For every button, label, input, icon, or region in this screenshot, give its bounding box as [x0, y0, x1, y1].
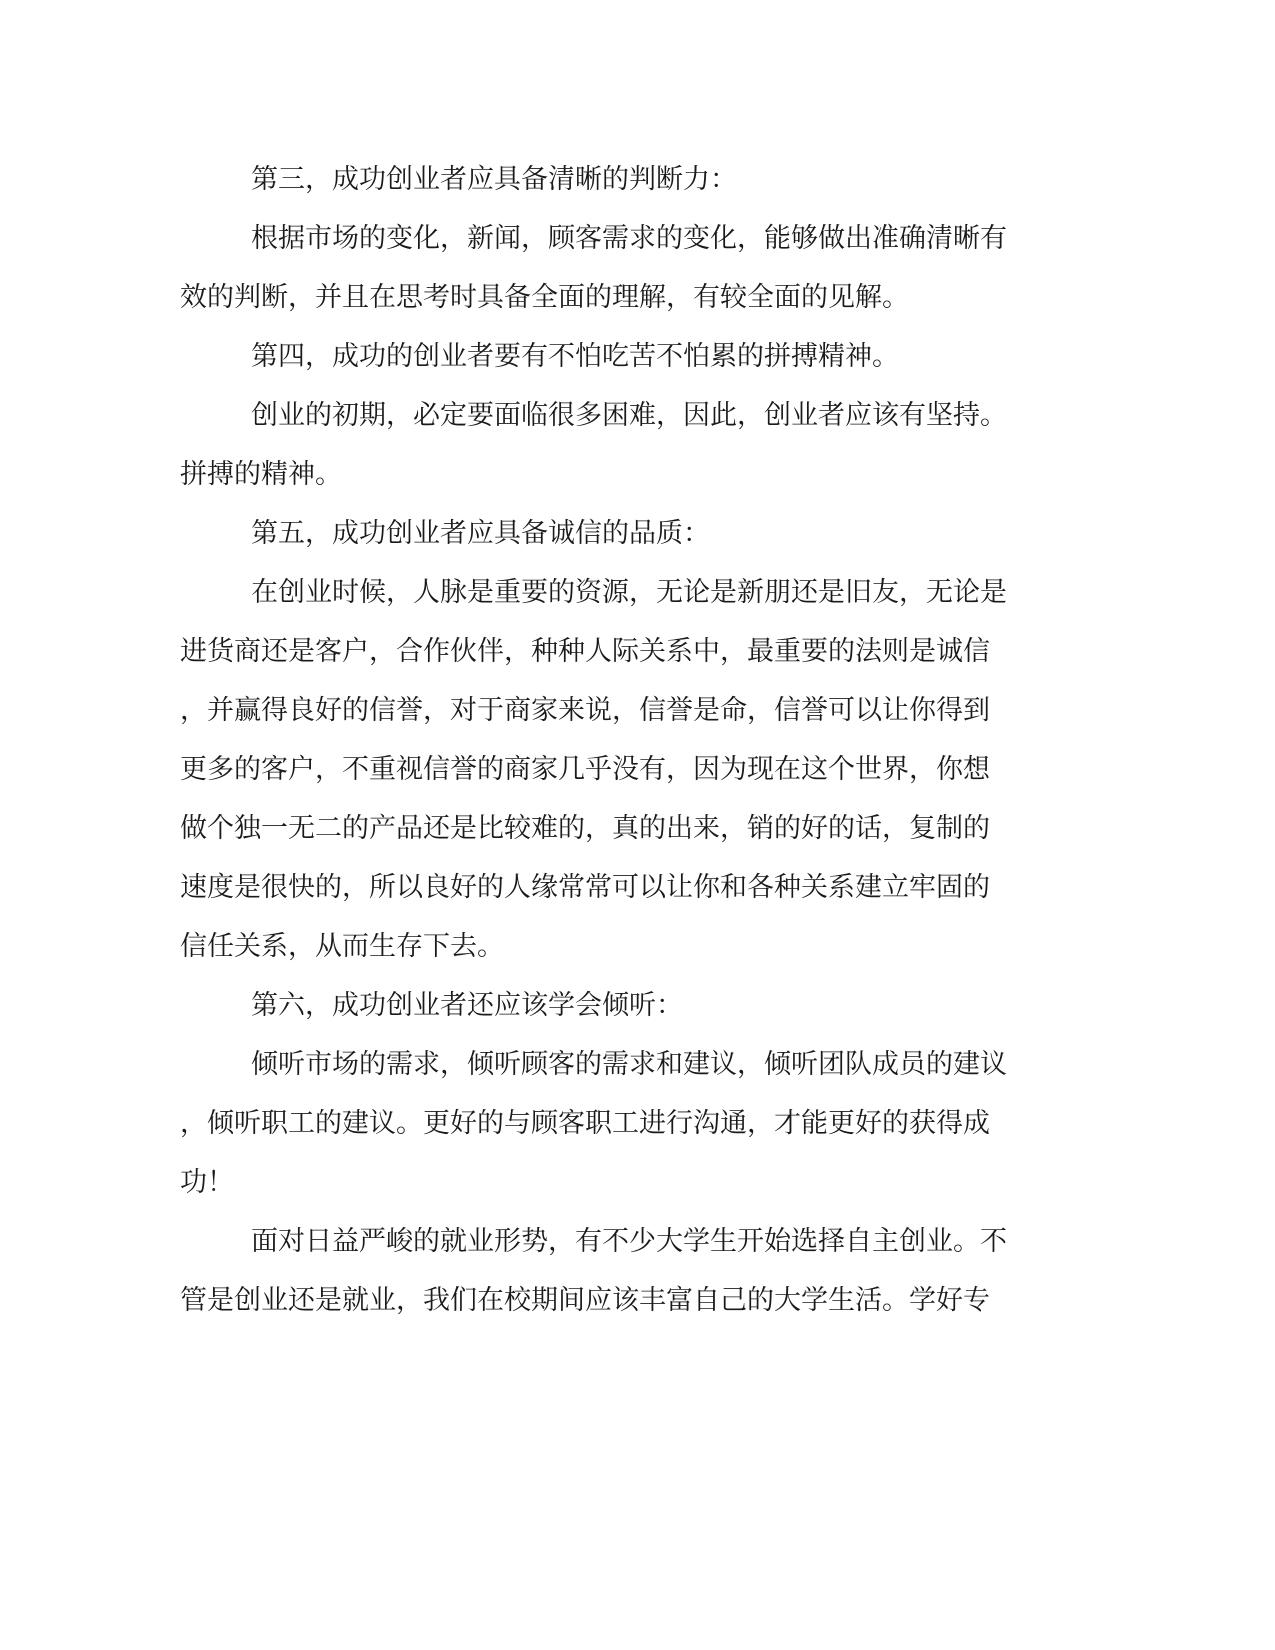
- paragraph-line: 效的判断，并且在思考时具备全面的理解，有较全面的见解。: [180, 282, 909, 313]
- paragraph-line: 进货商还是客户，合作伙伴，种种人际关系中，最重要的法则是诚信: [180, 636, 990, 667]
- paragraph-line: 倾听市场的需求，倾听顾客的需求和建议，倾听团队成员的建议: [251, 1049, 1007, 1080]
- paragraph-line: ，倾听职工的建议。更好的与顾客职工进行沟通，才能更好的获得成: [180, 1108, 990, 1139]
- heading-perseverance: 第四，成功的创业者要有不怕吃苦不怕累的拼搏精神。: [251, 341, 899, 372]
- paragraph-line: 根据市场的变化，新闻，顾客需求的变化，能够做出准确清晰有: [251, 223, 1007, 254]
- paragraph-line: ，并赢得良好的信誉，对于商家来说，信誉是命，信誉可以让你得到: [180, 695, 990, 726]
- paragraph-line: 功！: [180, 1167, 234, 1198]
- paragraph-line: 信任关系，从而生存下去。: [180, 931, 504, 962]
- paragraph-line: 管是创业还是就业，我们在校期间应该丰富自己的大学生活。学好专: [180, 1285, 990, 1316]
- paragraph-line: 做个独一无二的产品还是比较难的，真的出来，销的好的话，复制的: [180, 813, 990, 844]
- paragraph-line: 面对日益严峻的就业形势，有不少大学生开始选择自主创业。不: [251, 1226, 1007, 1257]
- paragraph-line: 创业的初期，必定要面临很多困难，因此，创业者应该有坚持。: [251, 400, 1007, 431]
- heading-listening: 第六，成功创业者还应该学会倾听：: [251, 990, 683, 1021]
- paragraph-line: 速度是很快的，所以良好的人缘常常可以让你和各种关系建立牢固的: [180, 872, 990, 903]
- paragraph-line: 在创业时候，人脉是重要的资源，无论是新朋还是旧友，无论是: [251, 577, 1007, 608]
- paragraph-line: 拼搏的精神。: [180, 459, 342, 490]
- paragraph-line: 更多的客户，不重视信誉的商家几乎没有，因为现在这个世界，你想: [180, 754, 990, 785]
- heading-integrity: 第五，成功创业者应具备诚信的品质：: [251, 518, 710, 549]
- heading-judgment: 第三，成功创业者应具备清晰的判断力：: [251, 164, 737, 195]
